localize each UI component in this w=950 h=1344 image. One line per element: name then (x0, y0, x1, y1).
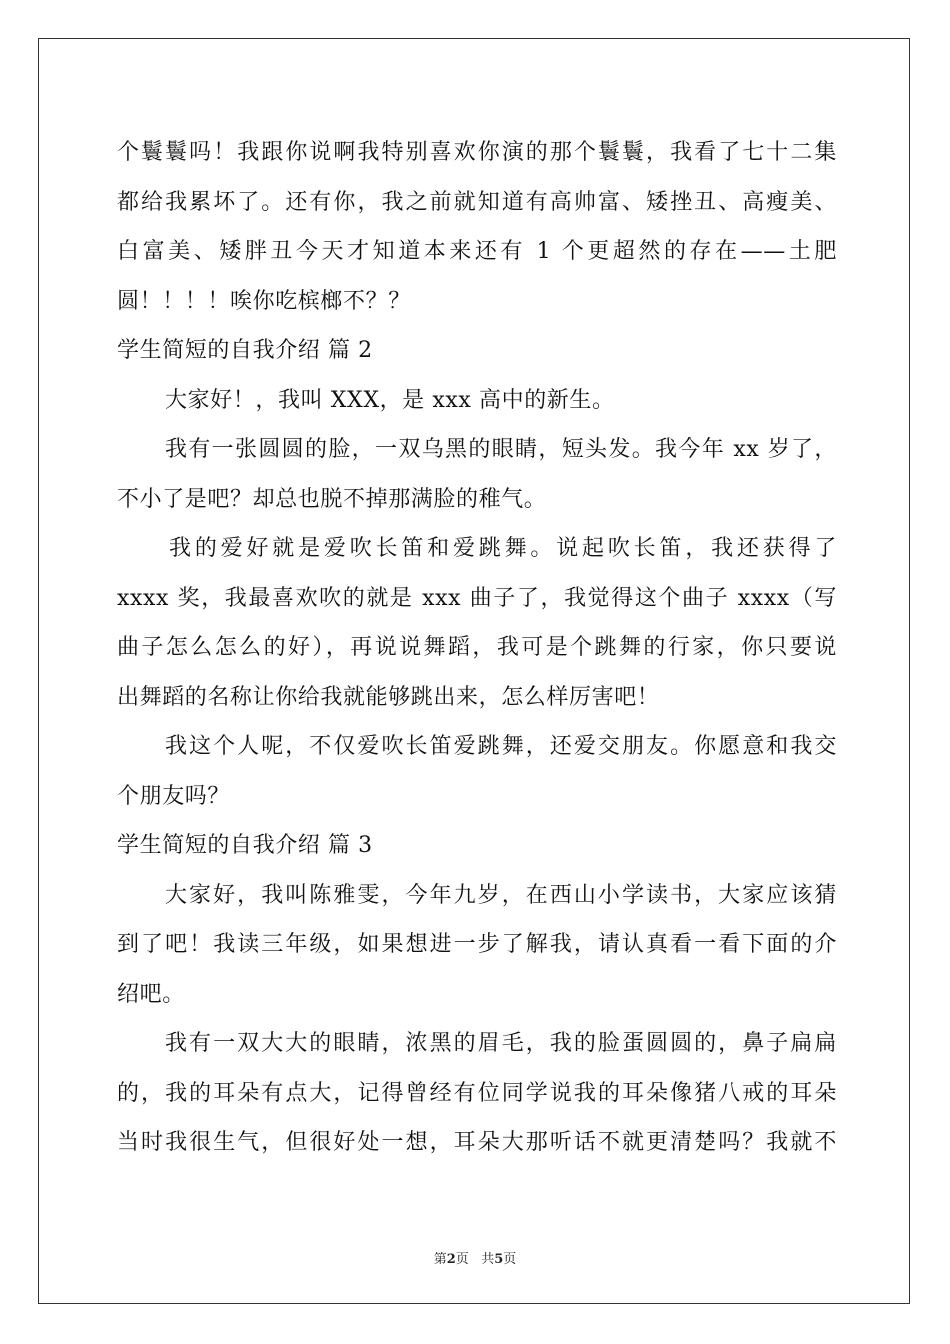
total-prefix: 共 (481, 1252, 495, 1267)
text-line: 我有一张圆圆的脸，一双乌黑的眼睛，短头发。我今年 xx 岁了， (165, 437, 837, 462)
text-line: 我的爱好就是爱吹长笛和爱跳舞。说起吹长笛，我还获得了 (169, 536, 837, 561)
text-line: 当时我很生气，但很好处一想，耳朵大那听话不就更清楚吗？我就不 (117, 1130, 837, 1155)
total-suffix: 页 (503, 1252, 517, 1267)
text-line: 我这个人呢，不仅爱吹长笛爱跳舞，还爱交朋友。你愿意和我交 (165, 734, 837, 759)
text-line: 不小了是吧？却总也脱不掉那满脸的稚气。 (117, 486, 547, 512)
section-heading: 学生简短的自我介绍 篇 3 (117, 833, 373, 858)
text-line: 的，我的耳朵有点大，记得曾经有位同学说我的耳朵像猪八戒的耳朵 (117, 1080, 837, 1106)
text-line: 个鬟鬟吗！我跟你说啊我特别喜欢你演的那个鬟鬟，我看了七十二集 (117, 140, 837, 165)
text-line: 白富美、矮胖丑今天才知道本来还有 1 个更超然的存在——土肥 (117, 239, 837, 264)
section-heading: 学生简短的自我介绍 篇 2 (117, 338, 373, 363)
page-suffix: 页 (455, 1252, 469, 1267)
page-prefix: 第 (433, 1252, 447, 1267)
text-line: 圆！！！！唉你吃槟榔不？？ (117, 288, 411, 314)
text-line: 都给我累坏了。还有你，我之前就知道有高帅富、矮挫丑、高瘦美、 (117, 189, 837, 215)
page-footer (0, 1248, 950, 1267)
text-line: 大家好，我叫陈雅雯，今年九岁，在西山小学读书，大家应该猜 (165, 882, 837, 908)
page-number: 2 (446, 1252, 456, 1267)
text-line: 出舞蹈的名称让你给我就能够跳出来，怎么样厉害吧！ (117, 684, 660, 710)
document-body (117, 128, 837, 1168)
text-line: 我有一双大大的眼睛，浓黑的眉毛，我的脸蛋圆圆的，鼻子扁扁 (165, 1031, 837, 1056)
text-line: 大家好！，我叫 XXX，是 xxx 高中的新生。 (165, 387, 615, 413)
text-line: 到了吧！我读三年级，如果想进一步了解我，请认真看一看下面的介 (117, 932, 837, 957)
total-pages: 5 (494, 1252, 504, 1267)
text-line: 个朋友吗？ (117, 783, 231, 809)
text-line: 曲子怎么怎么的好），再说说舞蹈，我可是个跳舞的行家，你只要说 (117, 635, 837, 660)
text-line: xxxx 奖，我最喜欢吹的就是 xxx 曲子了，我觉得这个曲子 xxxx（写 (117, 585, 837, 611)
text-line: 绍吧。 (117, 981, 185, 1007)
